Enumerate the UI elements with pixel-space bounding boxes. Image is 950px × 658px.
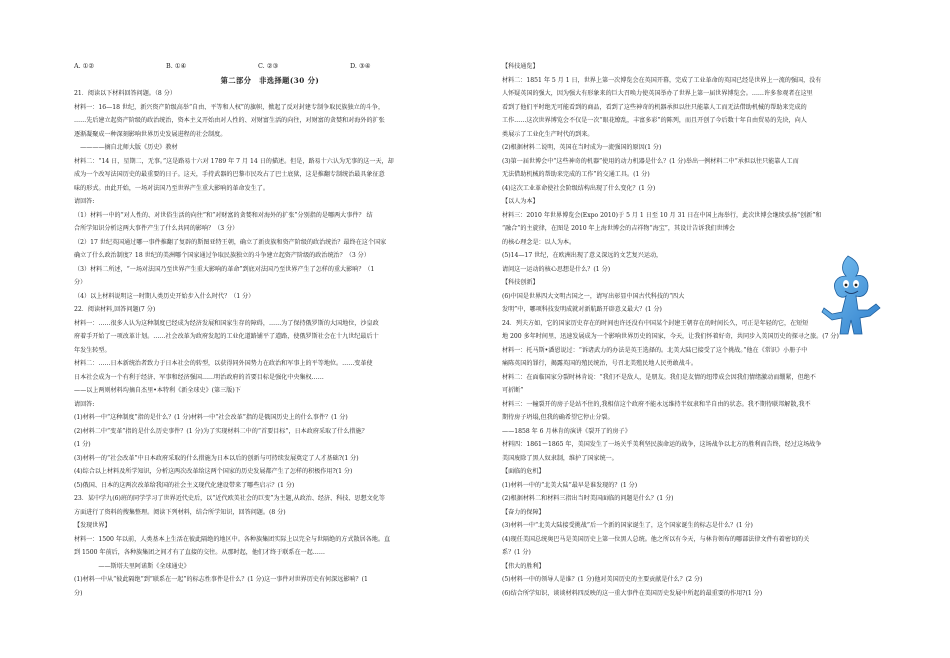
text-line: 人怀疑英国的强大，因为强大有形象来的巨大召唤力使英国举办了世界上第一届世界博览会。……许多参观者在这里 (502, 90, 813, 97)
text-line: (2)根据材料二说明，英国在当时成为一流强国的原因(1 分) (502, 144, 662, 151)
section-title: 第二部分 非选择题(30 分) (220, 75, 320, 85)
text-line: 【发现世界】 (74, 522, 111, 529)
choice-options (74, 60, 466, 74)
text-line: (1 分) (74, 441, 91, 448)
text-line: 【奋力的保障】 (502, 508, 545, 516)
text-line: 材料二：……日本新统治者致力于日本社会的转型，以获得同外国势力在政治和军事上的平等地位。……变革使 (74, 360, 373, 367)
text-line: 可折断” (502, 387, 524, 394)
choice-d: D. ③④ (350, 62, 371, 70)
text-line: 材料四：1861～1865 年，美国发生了一场关乎美利坚民族命运的战争，这场战争以北方的胜利而告终，经过这场战争 (502, 441, 822, 448)
text-line: ……先后建立起资产阶级的政治统治，资本主义开始由对人性的、对财富生活的向往，对财富的贪婪和对海外的扩张 (74, 117, 385, 124)
text-line: 【伟大的胜利】 (502, 562, 545, 570)
text-line: 22．阅读材料,回答问题(7 分) (74, 306, 156, 313)
text-line: 类展示了工业化生产时代的到来。 (502, 130, 594, 138)
text-line: 合所学知识分析这两大事件产生了什么共同的影响？（3 分） (74, 225, 239, 232)
text-line: (2)根据材料二和材料三指出当时美国面临的问题是什么？(1 分) (502, 495, 674, 502)
text-line: 材料一：1500 年以前，人类基本上生活在彼此隔绝的地区中。各种族集团实际上以完全与世隔绝的方式散居各地。直 (74, 535, 391, 543)
text-line: 【面临的危机】 (502, 468, 545, 475)
text-line: 府着手开始了一项改革计划。……社会改革为政府发起的工业化道路铺平了道路，使俄罗斯社会在十九世纪最后十 (74, 333, 379, 340)
text-line: 地 200 多年时间里，迅速发展成为一个影响世界历史的国家，今天，让我们怀着好奇，共同步入美国历史的探寻之旅。(7 分) (502, 333, 839, 340)
text-line: 方面进行了资料的搜集整理。阅读下列材料，结合所学知识，回答问题。(8 分) (74, 508, 286, 516)
text-line: (6)结合所学知识，谈谈材料四反映的这一重大事件在美国历史发展中所起的最重要的作用?(1 分) (502, 589, 763, 597)
text-line: 发明”中，哪项科技发明成就对新航路开辟意义最大？(1 分) (502, 306, 662, 313)
text-line: 美国废除了黑人奴隶制，维护了国家统一。 (502, 454, 618, 462)
text-line: 年发生转型。 (74, 346, 111, 354)
text-line: 【科技通览】 (502, 63, 539, 70)
text-line: 【科技创新】 (502, 279, 539, 286)
text-line: ————摘自北师大版《历史》教材 (74, 144, 178, 151)
text-line: 24．列夫方如，它的国家历史存在的时间也许还没有中国某个封建王朝存在的时间长久，可正是年轻的它，在短短 (502, 319, 809, 327)
text-line: 请回答: (74, 198, 95, 205)
text-line: (5)14—17 世纪，在欧洲出现了意义深远的文艺复兴运动， (502, 252, 663, 259)
text-line: 无法借助机械的帮助来完成的工作”的交通工具。(1 分) (502, 171, 650, 178)
text-line: （3）材料二所述，“一场对法国乃至世界产生重大影响的革命”到底对法国乃至世界产生了怎样的重大影响？（1 (74, 265, 375, 273)
text-line: 材料一：16—18 世纪，新兴资产阶级高举“自由、平等和人权”的旗帜，掀起了反对封建专制争取民族独立的斗争， (74, 103, 385, 111)
text-line: 分) (74, 589, 83, 597)
text-line: 分） (74, 279, 87, 286)
text-line: 系？(1 分) (502, 549, 531, 556)
text-line: 23．某中学九(6)班的同学学习了世界近代史后，以“近代欧美社会的巨变”为主题,从政治、经济、科技、思想文化等 (74, 495, 385, 502)
text-line: ——1858 年 6 月林肯的演讲《裂开了的房子》 (502, 427, 631, 435)
text-line: (5)俄国、日本的这两次改革给我国的社会主义现代化建设带来了哪些启示？(1 分) (74, 481, 295, 489)
left-column (74, 60, 466, 600)
text-line: (1)材料一中“这种制度”指的是什么？(1 分)材料一中“社会改革”指的是俄国历史上的什么事件？(1 分) (74, 414, 348, 421)
text-line: (4)现任美国总统奥巴马是美国历史上第一位黑人总统。他之所以有今天，与林肯领布的哪部法律文件有着密切的关 (502, 535, 810, 543)
text-line: 请问这一运动的核心思想是什么？(1 分) (502, 265, 611, 273)
text-line: 工作……这次世界博览会不仅是一次“眼花缭乱，丰富多彩”的陈列，而且开创了今后数十年自由贸易的先块，向人 (502, 117, 807, 124)
text-line: 味的形式。由此开始，一场对法国乃至世界产生重大影响的革命发生了。 (74, 184, 269, 192)
text-line: 21．阅读以下材料回答问题。（8 分） (74, 90, 176, 97)
text-line: 期待房子坍塌,但我的确希望它停止分裂。 (502, 414, 614, 421)
text-line: 材料三：2010 年世界博览会(Expo 2010)于 5 月 1 日至 10 月 31 日在中国上海举行，此次世博会继续弘扬“创新”和 (502, 211, 822, 219)
choice-a: A. ①② (74, 62, 95, 70)
text-line: 材料三：一幢裂开的房子是站不住的,我相信这个政府不能永远维持半奴隶和半自由的状态。我不期待联邦解散,我不 (502, 400, 811, 408)
text-line: 材料二：1851 年 5 月 1 日，世界上第一次博览会在英国开幕，完成了工业革命的英国已经是世界上一流的强国，没有 (502, 76, 822, 84)
text-line: 材料一：托马斯•潘恩说过：“诉诸武力的办法是英王选择的。北美大陆已接受了这个挑战。”他在《常识》小册子中 (502, 346, 808, 354)
text-line: 看到了他们平时绝无可能看到的商品，看到了这些神奇的机器承担以往只能靠人工而无法借助机械的帮助来完成的 (502, 103, 807, 111)
text-line: 材料二：在面临国家分裂时林肯说：“我们不是敌人，是朋友。我们是友情的纽带成会因我们情绪激动而绷紧，但绝不 (502, 373, 816, 381)
text-line: 请回答: (74, 400, 95, 408)
text-line: （1）材料一中的“对人性的、对世俗生活的向往”和“对财富的贪婪和对海外的扩张”分别指的是哪两大事件？ 结 (74, 211, 373, 219)
left-text-block (74, 87, 466, 600)
text-line: ——斯塔夫里阿诺斯《全球通史》 (74, 562, 190, 570)
choice-b: B. ①④ (166, 62, 187, 70)
text-line: (3)第一届世博会中“这些神奇的机器”使用的动力机器是什么？(1 分)举出一例材料二中“承担以往只能靠人工而 (502, 157, 799, 165)
text-line: 日本社会成为一个有利于经济、军事和经济强国……明治政府的首要目标是强化中央集权…… (74, 373, 324, 381)
text-line: (1)材料一中从“彼此隔绝”到“联系在一起”的标志性事件是什么？(1 分)这一事件对世界历史有何深远影响？(1 (74, 576, 368, 583)
text-line: (3)材料一的“社会改革”中日本政府采取的什么措施为日本以后的创新与可持续发展奠定了人才基础?(1 分) (74, 454, 359, 462)
text-line: 材料一：……很多人认为这种制度已经成为经济发展和国家生存的障碍，……为了保持俄罗斯的大国地位，沙皇政 (74, 319, 379, 327)
haibao-mascot-image (818, 254, 884, 338)
text-line: (6)中国是世界四大文明古国之一，请写出彰显中国古代科技的“四大 (502, 292, 685, 300)
text-line: 到 1500 年前后，各种族集团之间才有了直接的交往。从那时起，他们才终于联系在一起…… (74, 549, 325, 556)
text-line: 成为一个改写法国历史的最重要的日子。这天，手持武器的巴黎市民攻占了巴士底狱，这是推翻专制统治最具象征意 (74, 171, 385, 178)
text-line: （2）17 世纪英国通过哪一事件推翻了复辟的斯图亚特王朝，确立了新贵族和资产阶级的政治统治？最终在这个国家 (74, 238, 387, 246)
choice-c: C. ②③ (258, 62, 279, 70)
text-line: (2)材料二中“变革”指的是什么历史事件？(1 分)为了实现材料二中的“首要目标”，日本政府采取了什么措施？ (74, 427, 368, 435)
text-line: (4)综合以上材料及所学知识，分析这两次改革给这两个国家的历史发展都产生了怎样的积极作用?(1 分) (74, 468, 353, 475)
text-line: 确立了什么政治制度？18 世纪的美洲哪个国家通过争取民族独立的斗争建立起资产阶级的政治统治？（3 分） (74, 252, 370, 259)
text-line: 材料二：“14 日，星期二，无事。”这是路易十六对 1789 年 7 月 14 日的描述。但是，路易十六认为无事的这一天，却 (74, 157, 394, 165)
text-line: (5)材料一中的领导人是谁？(1 分)他对美国历史的主要贡献是什么？(2 分) (502, 576, 703, 583)
text-line: 痛陈英国的罪行，揭露英国的殖民统治，号召北美殖民地人民勇敢战斗。 (502, 360, 697, 367)
text-line: (1)材料一中的“北美大陆”最早是谁发现的？(1 分) (502, 481, 638, 489)
text-line: 的核心理念是：以人为本。 (502, 238, 576, 246)
text-line: “融合”的主旋律，在图是 2010 年上海世博会的吉祥物“海宝”，其设计告诉我们世博会 (502, 225, 735, 232)
text-line: 【以人为本】 (502, 198, 539, 205)
text-line: ——以上两则材料均摘自杰里•本特利《新全球史》(第三版)下 (74, 387, 241, 394)
text-line: 逐渐凝聚成一种深刻影响世界历史发展进程的社会制度。 (74, 130, 227, 138)
text-line: (4)这次工业革命使社会阶级结构出现了什么变化？(1 分) (502, 184, 656, 192)
text-line: (3)材料一中“北美大陆接受挑战”后一个新的国家诞生了，这个国家诞生的标志是什么？(1 分) (502, 522, 753, 529)
text-line: （4）以上材料说明这一时期人类历史开始步入什么时代？（1 分） (74, 292, 255, 300)
